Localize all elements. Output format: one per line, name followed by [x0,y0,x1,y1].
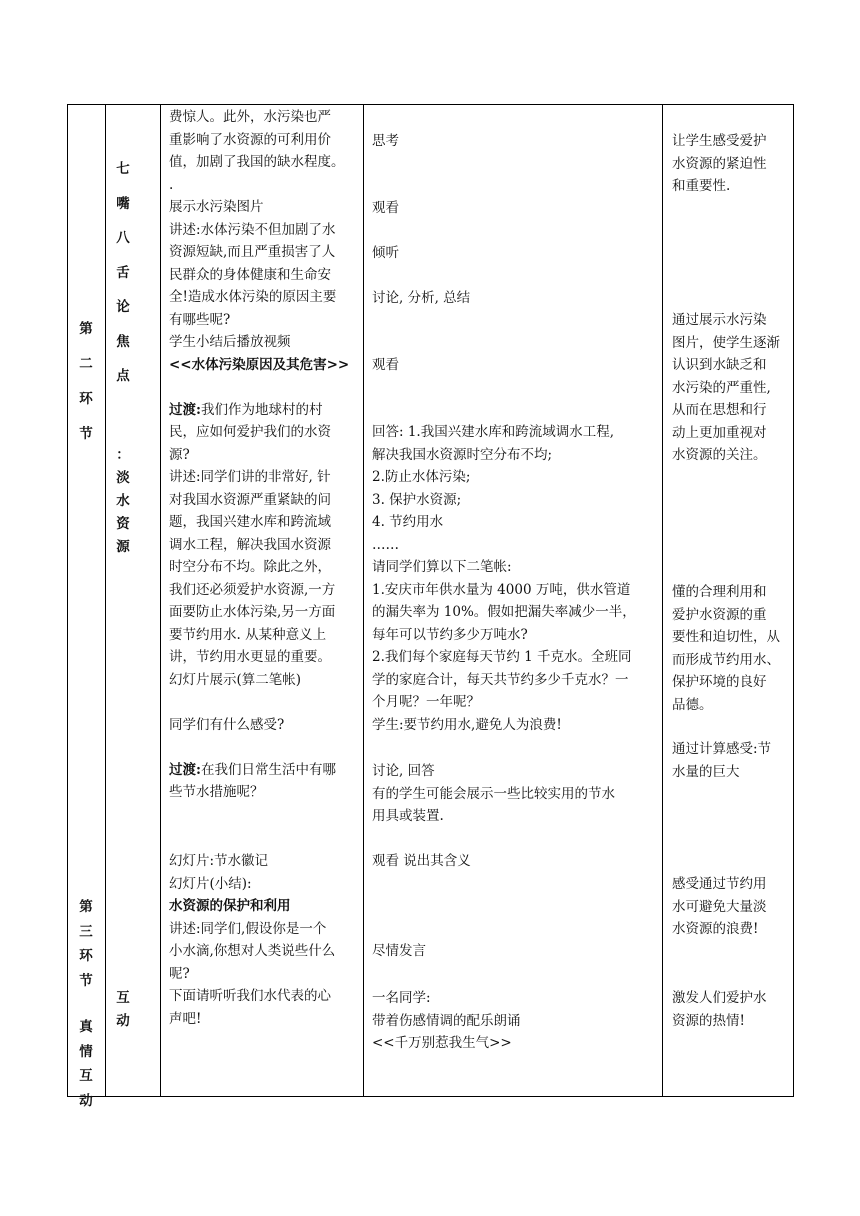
section-2-subtitle-topic: ： 淡 水 资 源 [116,447,130,555]
student-watch-logo: 观看 说出其含义 [372,853,471,869]
section-3-label: 第 三 环 节 真 情 互 动 [79,899,93,1109]
intent-4: 通过计算感受:节 水量的巨大 [672,741,772,780]
student-listen: 倾听 [372,245,399,261]
intent-5: 感受通过节约用 水可避免大量淡 水资源的浪费! [672,876,767,937]
student-watch-video: 观看 [372,357,399,373]
intent-3: 懂的合理利用和 爱护水资源的重 要性和迫切性，从 而形成节约用水、 保护环境的良好 品德。 [672,584,780,713]
section-2-subtitle: 七 嘴 八 舌 论 焦 点 [116,161,130,384]
intent-2: 通过展示水污染 图片，使学生逐渐 认识到水缺乏和 水污染的严重性, 从而在思想和行 动上更加重视对 水资源的关注。 [672,312,780,463]
student-discuss: 讨论, 分析, 总结 [372,290,471,306]
student-discuss-2: 讨论, 回答 有的学生可能会展示一些比较实用的节水 用具或装置. [372,763,615,824]
student-answer: 回答: 1.我国兴建水库和跨流域调水工程, 解决我国水资源时空分布不均; 2.防止水体污染; 3. 保护水资源; 4. 节约用水 …… 请同学们算以下二笔帐: 1.安庆市年供水量为 4000 万吨，供水管道 的漏失率为 10%。假如把漏失率减少一半， 每年可以节约多少万吨水? 2.我们每个家庭每天节约 1 千克水。全班同 学的家庭合计，每天共节约多少千克水？一 个月呢？一年呢？ 学生:要节约用水,避免人为浪费! [372,424,636,733]
section-3-subtitle: 互 动 [116,990,130,1029]
teacher-activity-section-3: 幻灯片:节水徽记 幻灯片(小结): 水资源的保护和利用 讲述:同学们,假设你是一个 小水滴,你想对人类说些什么 呢? 下面请听听我们水代表的心 声吧! [169,853,336,1027]
column-divider [363,104,364,1097]
intent-6: 激发人们爱护水 资源的热情! [672,990,767,1029]
section-2-label: 第 二 环 节 [79,321,93,442]
intent-1: 让学生感受爱护 水资源的紧迫性 和重要性. [672,133,767,194]
student-think: 思考 [372,133,399,149]
column-divider [105,104,106,1097]
student-speak: 尽情发言 [372,943,426,959]
student-watch: 观看 [372,200,399,216]
teacher-activity: 费惊人。此外，水污染也严 重影响了水资源的可利用价 值，加剧了我国的缺水程度。 . 展示水污染图片 讲述:水体污染不但加剧了水 资源短缺,而且严重损害了人 民群众的身体健康和生命安 全!造成水体污染的原因主要 有哪些呢? 学生小结后播放视频 <<水体污染原因及其危害>> 过渡:我们作为地球村的村 民，应如何爱护我们的水资 源? 讲述:同学们讲的非常好, 针 对我国水资源严重紧缺的问 题，我国兴建水库和跨流域 调水工程，解决我国水资源 时空分布不均。除此之外， 我们还必须爱护水资源,一方 面要防止水体污染,另一方面 要节约用水. 从某种意义上 讲，节约用水更显的重要。 幻灯片展示(算二笔帐) 同学们有什么感受? 过渡:在我们日常生活中有哪 些节水措施呢？ [169,109,350,800]
student-recite: 一名同学: 带着伤感情调的配乐朗诵 <<千万别惹我生气>> [372,990,521,1051]
column-divider [160,104,161,1097]
column-divider [662,104,663,1097]
